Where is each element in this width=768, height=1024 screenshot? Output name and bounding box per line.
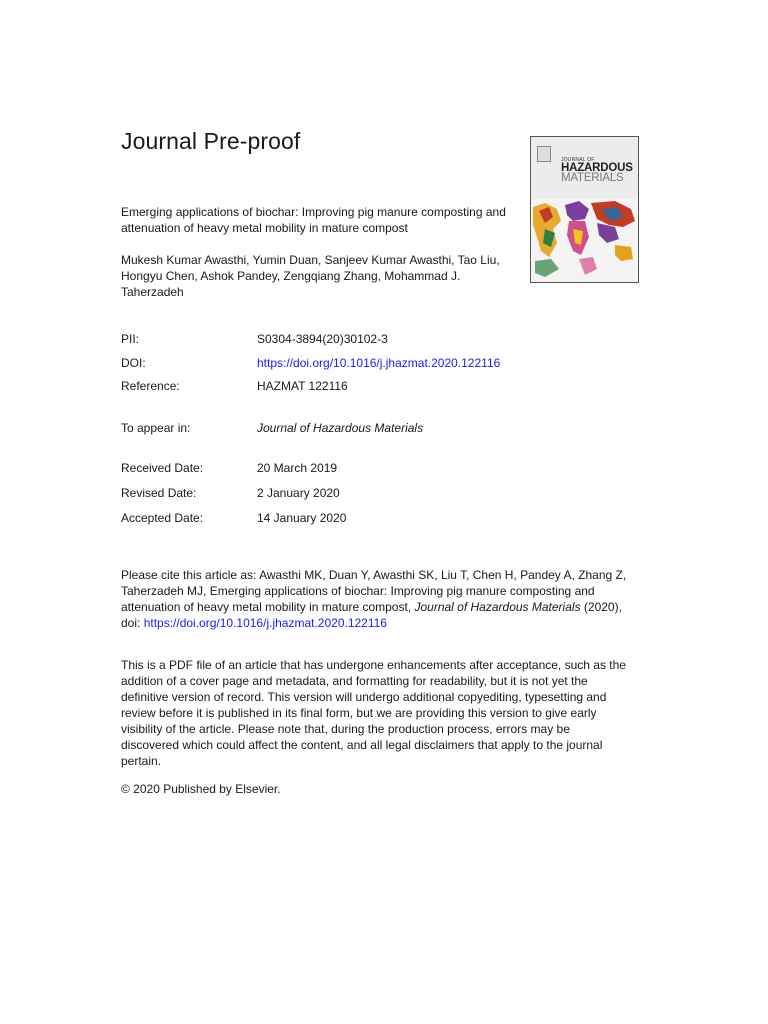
- reference-value: HAZMAT 122116: [257, 379, 348, 393]
- revised-label: Revised Date:: [121, 486, 197, 500]
- citation-block: [121, 567, 641, 631]
- article-authors: Mukesh Kumar Awasthi, Yumin Duan, Sanjeev Kumar Awasthi, Tao Liu, Hongyu Chen, Ashok Pandey, Zengqiang Zhang, Mohammad J. Taherzadeh: [121, 253, 500, 299]
- citation-journal: Journal of Hazardous Materials: [414, 600, 581, 614]
- accepted-label: Accepted Date:: [121, 511, 204, 525]
- copyright-notice: © 2020 Published by Elsevier.: [121, 782, 281, 796]
- received-value: 20 March 2019: [257, 461, 338, 475]
- disclaimer-paragraph: This is a PDF file of an article that has undergone enhancements after acceptance, such as the addition of a cover page and metadata, and formatting for readability, but it is not yet the definitive version of record. This version will undergo additional copyediting, typesetting and review before it is published in its final form, but we are providing this version to give early visibility of the article. Please note that, during the production process, errors may be discovered which could affect the content, and all legal disclaimers that apply to the journal pertain.: [121, 658, 626, 768]
- pii-value: S0304-3894(20)30102-3: [257, 332, 388, 346]
- elsevier-logo-icon: [537, 146, 551, 162]
- pii-label: PII:: [121, 332, 140, 346]
- received-label: Received Date:: [121, 461, 204, 475]
- accepted-value: 14 January 2020: [257, 511, 347, 525]
- cover-materials: MATERIALS: [561, 172, 624, 184]
- journal-cover-image: [530, 136, 639, 283]
- cover-small-print: · · · · · · · · ·: [565, 141, 581, 145]
- cover-journal-of: JOURNAL OF: [561, 157, 595, 163]
- doi-label: DOI:: [121, 356, 146, 370]
- appear-label: To appear in:: [121, 421, 191, 435]
- article-title: Emerging applications of biochar: Improving pig manure composting and attenuation of heavy metal mobility in mature compost: [121, 205, 506, 235]
- revised-value: 2 January 2020: [257, 486, 340, 500]
- reference-label: Reference:: [121, 379, 180, 393]
- citation-doi-link[interactable]: https://doi.org/10.1016/j.jhazmat.2020.122116: [143, 616, 387, 630]
- doi-link[interactable]: https://doi.org/10.1016/j.jhazmat.2020.122116: [257, 356, 501, 370]
- appear-value: Journal of Hazardous Materials: [257, 421, 424, 435]
- world-map-art-icon: [531, 199, 638, 282]
- cover-hazardous: HAZARDOUS: [561, 162, 633, 174]
- page-title: Journal Pre-proof: [121, 128, 301, 154]
- citation-text: Please cite this article as: Awasthi MK, Duan Y, Awasthi SK, Liu T, Chen H, Pandey A, Zhang Z, Taherzadeh MJ, Emerging applications of biochar: Improving pig manure composting and attenuation of heavy metal mobility in mature compost,: [121, 568, 627, 614]
- citation-year: (2020), doi:: [121, 600, 622, 630]
